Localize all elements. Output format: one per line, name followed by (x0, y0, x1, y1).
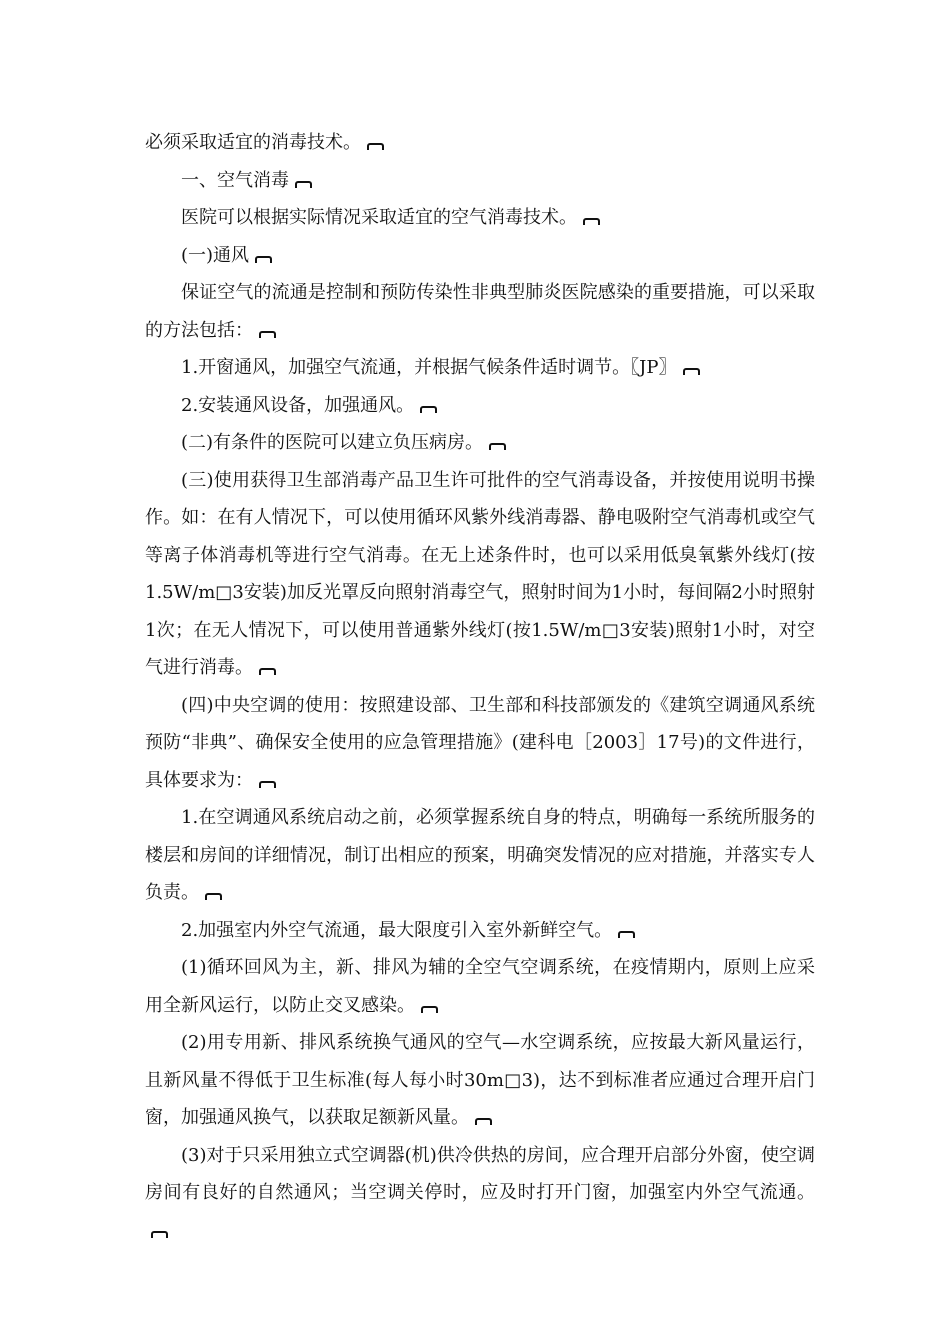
subheading-central-air-conditioning (145, 687, 815, 800)
paragraph-end-mark-icon (475, 1118, 492, 1125)
paragraph-end-mark-icon (205, 893, 222, 900)
sub-item-2 (145, 1024, 815, 1137)
subheading-ventilation (145, 237, 815, 275)
subheading-disinfection-equipment (145, 462, 815, 687)
list-item-open-windows (145, 349, 815, 387)
paragraph-text: (1)循环回风为主，新、排风为辅的全空气空调系统，在疫情期内，原则上应采用全新风运行，以防止交叉感染。 (145, 957, 815, 1016)
list-item-air-circulation (145, 912, 815, 950)
paragraph-end-mark-icon (421, 1006, 438, 1013)
paragraph-text: (2)用专用新、排风系统换气通风的空气—水空调系统，应按最大新风量运行，且新风量不得低于卫生标准(每人每小时30m□3)，达不到标准者应通过合理开启门窗，加强通风换气，以获取足额新风量。 (145, 1032, 815, 1128)
paragraph-text: 必须采取适宜的消毒技术。 (145, 132, 361, 153)
paragraph-end-mark-icon (295, 181, 312, 188)
subheading-negative-pressure (145, 424, 815, 462)
paragraph-end-mark-icon (683, 368, 700, 375)
paragraph-1 (145, 124, 815, 162)
paragraph-3 (145, 199, 815, 237)
paragraph-end-mark-icon (583, 218, 600, 225)
paragraph-end-mark-icon (367, 143, 384, 150)
paragraph-end-mark-icon (259, 781, 276, 788)
paragraph-end-mark-icon (489, 443, 506, 450)
list-item-before-startup (145, 799, 815, 912)
paragraph-end-mark-icon (420, 406, 437, 413)
paragraph-end-mark-icon (259, 331, 276, 338)
paragraph-text: 医院可以根据实际情况采取适宜的空气消毒技术。 (181, 207, 577, 228)
paragraph-text: 2.安装通风设备，加强通风。 (181, 394, 415, 416)
paragraph-text: (3)对于只采用独立式空调器(机)供冷供热的房间，应合理开启部分外窗，使空调房间有良好的自然通风；当空调关停时，应及时打开门窗，加强室内外空气流通。 (145, 1144, 815, 1203)
paragraph-5 (145, 274, 815, 349)
list-item-ventilation-equipment (145, 387, 815, 425)
paragraph-end-mark-icon (255, 256, 272, 263)
paragraph-text: 2.加强室内外空气流通，最大限度引入室外新鲜空气。 (181, 919, 613, 941)
paragraph-text: 1.开窗通风，加强空气流通，并根据气候条件适时调节。〖JP〗 (181, 357, 677, 378)
paragraph-text: (三)使用获得卫生部消毒产品卫生许可批件的空气消毒设备，并按使用说明书操作。如：在有人情况下，可以使用循环风紫外线消毒器、静电吸附空气消毒机或空气等离子体消毒机等进行空气消毒。在无上述条件时，也可以采用低臭氧紫外线灯(按1.5W/m□3安装)加反光罩反向照射消毒空气，照射时间为1小时，每间隔2小时照射1次；在无人情况下，可以使用普通紫外线灯(按1.5W/m□3安装)照射1小时，对空气进行消毒。 (145, 469, 815, 678)
paragraph-end-mark-icon (259, 668, 276, 675)
paragraph-end-mark-icon (618, 931, 635, 938)
paragraph-text: (四)中央空调的使用：按照建设部、卫生部和科技部颁发的《建筑空调通风系统预防“非典”、确保安全使用的应急管理措施》(建科电［2003］17号)的文件进行，具体要求为： (145, 694, 815, 791)
paragraph-text: 保证空气的流通是控制和预防传染性非典型肺炎医院感染的重要措施，可以采取的方法包括： (145, 282, 815, 341)
document-body (145, 124, 815, 1249)
sub-item-1 (145, 949, 815, 1024)
paragraph-end-mark-icon (151, 1231, 168, 1238)
paragraph-text: 1.在空调通风系统启动之前，必须掌握系统自身的特点，明确每一系统所服务的楼层和房间的详细情况，制订出相应的预案，明确突发情况的应对措施，并落实专人负责。 (145, 807, 815, 903)
sub-item-3 (145, 1137, 815, 1250)
paragraph-text: (二)有条件的医院可以建立负压病房。 (181, 432, 484, 453)
paragraph-text: (一)通风 (181, 244, 250, 266)
paragraph-text: 一、空气消毒 (181, 169, 289, 191)
section-heading-air-disinfection (145, 162, 815, 200)
